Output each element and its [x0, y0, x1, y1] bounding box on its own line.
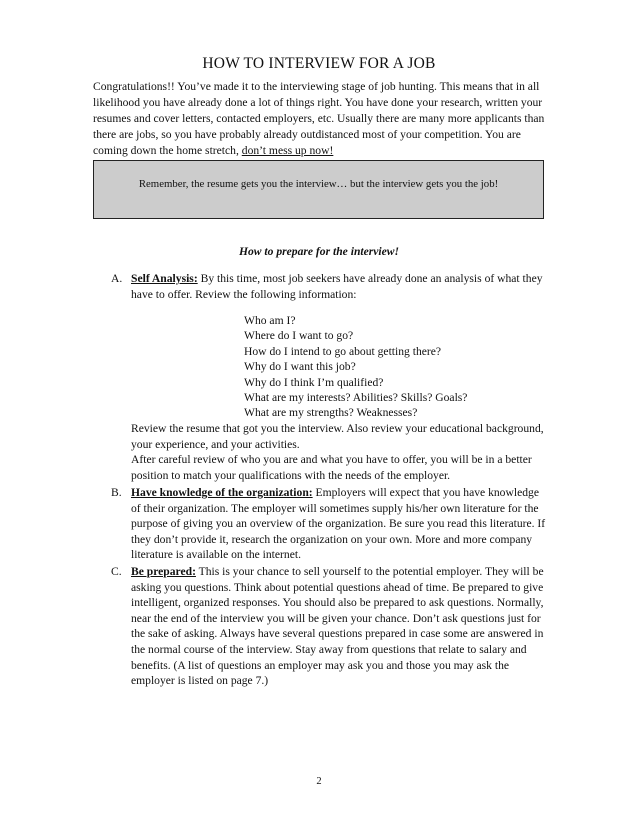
list-item-text: Employers will expect that you have knowledge of their organization. The employer will sometimes supply his/her own literature for the purpose of giving you an overview of the organization. Be sure you read this literature. If they don’t provide it, research the organization on your own. More and more company literature is available on the internet.	[131, 486, 546, 562]
section-heading: How to prepare for the interview!	[238, 245, 400, 258]
callout-box	[93, 160, 544, 219]
list-item-text: By this time, most job seekers have already done an analysis of what they have to offer. Review the following information:	[131, 272, 543, 301]
list-item-body	[131, 271, 551, 302]
list-item-text: This is your chance to sell yourself to the potential employer. They will be asking you questions. Think about potential questions ahead of time. Be prepared to give intelligent, organized responses. You should also be prepared to ask questions. Normally, near the end of the interview you will be given your chance. Don’t ask questions just for the sake of asking. Always have several questions prepared in case some are answered in the normal course of the interview. Stay away from questions that relate to salary and benefits. (A list of questions an employer may ask you and those you may ask the employer is listed on page 7.)	[131, 565, 544, 688]
question-line: How do I intend to go about getting there?	[244, 344, 442, 358]
review-text-1: Review the resume that got you the interview. Also review your educational background, your experience, and your activities.	[131, 422, 544, 451]
list-marker: B.	[111, 486, 122, 499]
question-line: What are my interests? Abilities? Skills? Goals?	[244, 391, 468, 405]
list-marker: A.	[111, 272, 123, 285]
intro-paragraph	[93, 79, 549, 159]
page-title: HOW TO INTERVIEW FOR A JOB	[202, 55, 436, 72]
review-text-2: After careful review of who you are and what you have to offer, you will be in a better position to match your qualifications with the needs of the employer.	[131, 453, 532, 482]
list-item-lead: Have knowledge of the organization:	[131, 486, 313, 499]
page-number: 2	[316, 776, 322, 787]
question-line: What are my strengths? Weaknesses?	[244, 406, 418, 420]
list-item-body	[131, 564, 551, 689]
question-line: Why do I want this job?	[244, 360, 356, 374]
intro-emphasis: don’t mess up now!	[241, 144, 334, 157]
callout-text: Remember, the resume gets you the interview… but the interview gets you the job!	[138, 178, 499, 190]
question-line: Where do I want to go?	[244, 329, 354, 343]
list-item-a	[111, 271, 551, 302]
list-item-body	[131, 485, 551, 563]
question-line: Why do I think I’m qualified?	[244, 375, 384, 389]
intro-text: Congratulations!! You’ve made it to the interviewing stage of job hunting. This means that in all likelihood you have already done a lot of things right. You have done your research, written your resumes and cover letters, contacted employers, etc. Usually there are many more applicants than there are jobs, so you have probably already outdistanced most of your competition. You are coming down the home stretch,	[93, 80, 545, 157]
review-paragraph	[131, 421, 551, 483]
list-item-b	[111, 485, 551, 563]
list-item-c	[111, 564, 551, 689]
list-item-lead: Be prepared:	[131, 565, 196, 578]
self-questions	[244, 313, 467, 421]
question-line: Who am I?	[244, 314, 296, 327]
list-marker: C.	[111, 565, 122, 578]
list-item-lead: Self Analysis:	[131, 272, 198, 285]
